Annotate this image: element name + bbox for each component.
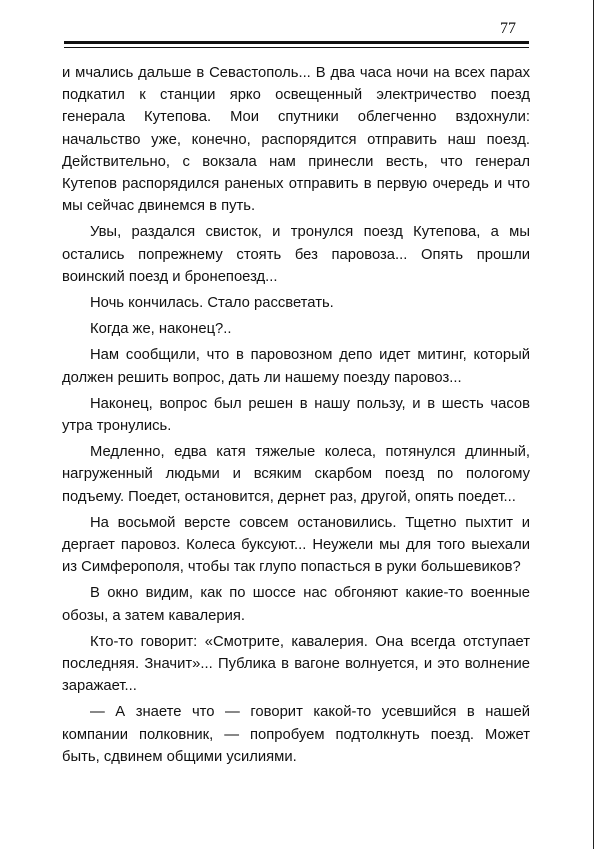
body-text bbox=[62, 62, 530, 772]
paragraph: Кто-то говорит: «Смотрите, кавалерия. Она всегда отступает последняя. Значит»... Публика в вагоне волнуется, и это волнение заражает... bbox=[62, 633, 530, 695]
paragraph: Наконец, вопрос был решен в нашу пользу, и в шесть часов утра тронулись. bbox=[62, 395, 530, 435]
header-rule bbox=[64, 41, 529, 44]
paragraph: Ночь кончилась. Стало рассветать. bbox=[90, 295, 334, 312]
header-rule-thin bbox=[64, 47, 529, 48]
paragraph: Когда же, наконец?.. bbox=[90, 321, 232, 338]
paragraph: На восьмой версте совсем остановились. Тщетно пыхтит и дергает паровоз. Колеса буксуют... Неужели мы для того выехали из Симферополя, чтобы так глупо попасться в руки большевиков? bbox=[62, 514, 530, 576]
page-edge bbox=[593, 0, 594, 849]
paragraph: В окно видим, как по шоссе нас обгоняют какие-то военные обозы, а затем кавалерия. bbox=[62, 585, 530, 624]
paragraph: — А знаете что — говорит какой-то усевшийся в нашей компании полковник, — попробуем подтолкнуть поезд. Может быть, сдвинем общими усилиями. bbox=[62, 704, 530, 765]
page-number: 77 bbox=[500, 20, 516, 37]
paragraph: и мчались дальше в Севастополь... В два часа ночи на всех парах подкатил к станции ярко освещенный электричество поезд генерала Кутепова. Мои спутники облегченно вздохнули: начальство уже, конечно, распорядится отправить наш поезд. Действительно, с вокзала нам принесли весть, что генерал Кутепов распорядился раненых отправить в первую очередь и что мы сейчас двинемся в путь. bbox=[62, 65, 530, 215]
paragraph: Нам сообщили, что в паровозном депо идет митинг, который должен решить вопрос, дать ли нашему поезду паровоз... bbox=[62, 347, 530, 386]
paragraph: Медленно, едва катя тяжелые колеса, потянулся длинный, нагруженный людьми и всяким скарбом поезд по пологому подъему. Поедет, остановится, дернет раз, другой, опять поедет... bbox=[62, 444, 530, 505]
paragraph: Увы, раздался свисток, и тронулся поезд Кутепова, а мы остались попрежнему стоять без паровоза... Опять прошли воинский поезд и бронепоезд... bbox=[62, 224, 530, 285]
